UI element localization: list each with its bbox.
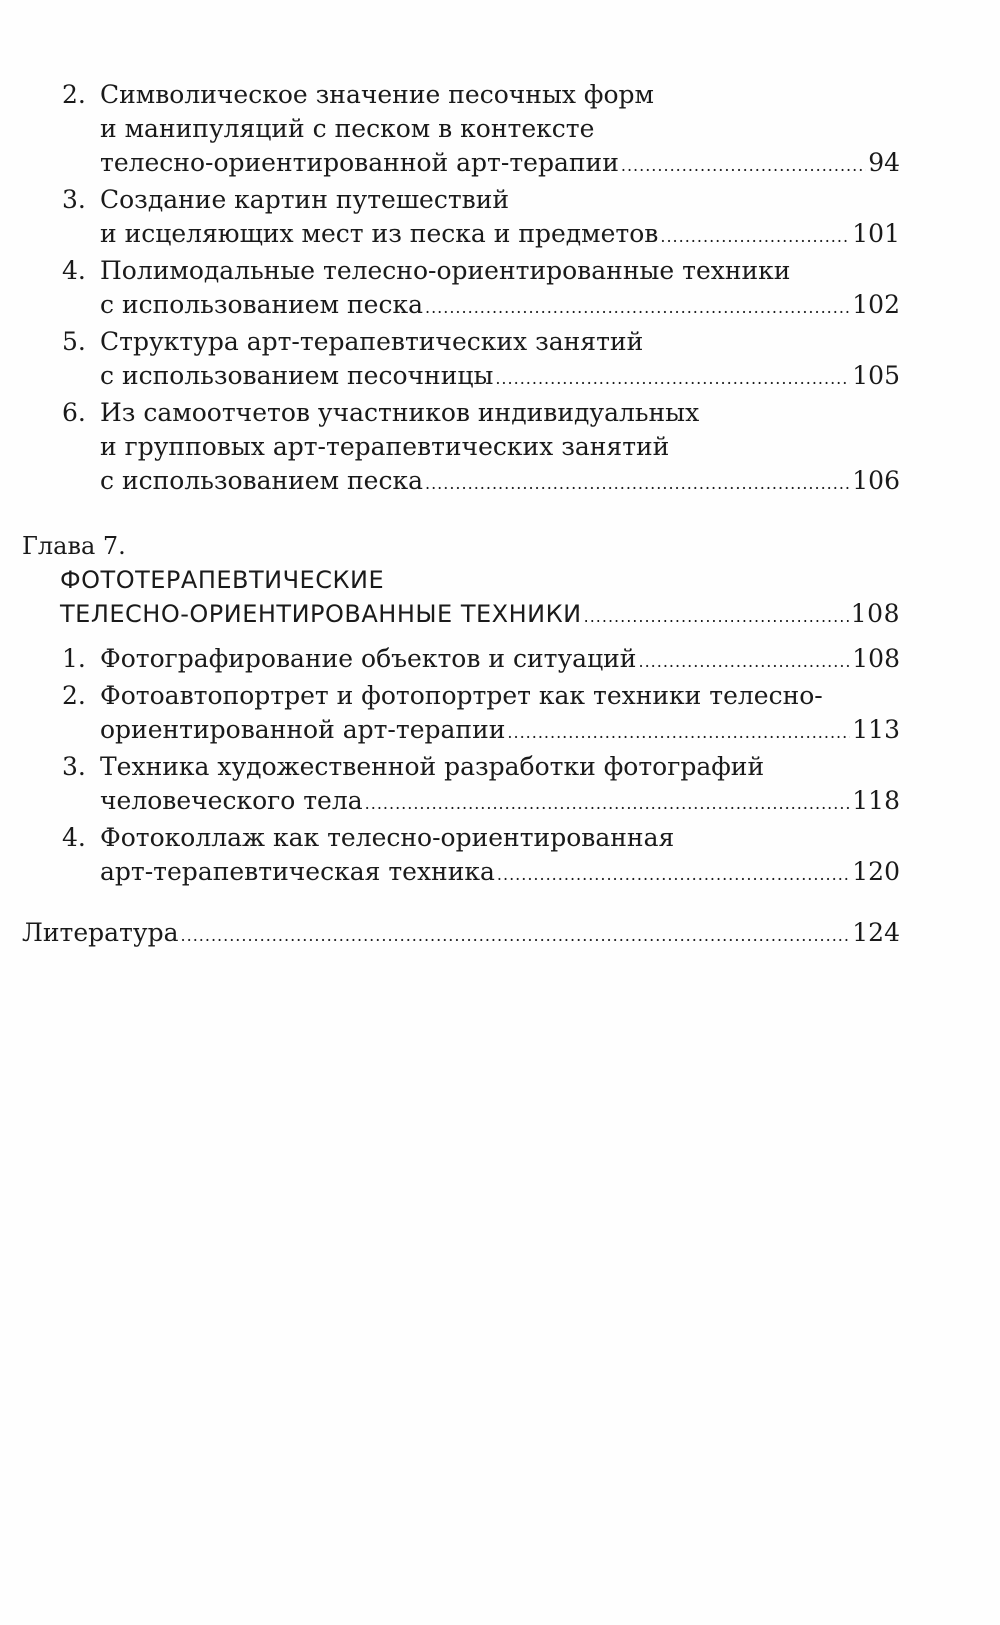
- leader-dots: [495, 362, 850, 396]
- chapter7-list: [22, 642, 900, 892]
- toc-page-number: 113: [852, 715, 900, 744]
- leader-dots: [497, 858, 850, 892]
- toc-entry-line: Создание картин путешествий: [100, 185, 510, 214]
- toc-entry-last-line[interactable]: [100, 217, 900, 254]
- leader-dots: [584, 600, 849, 634]
- toc-entry-7-3: [22, 750, 900, 821]
- toc-page-number: 120: [852, 857, 900, 886]
- toc-entry-7-2: [22, 679, 900, 750]
- toc-entry-line: ориентированной арт-терапии: [100, 715, 506, 744]
- toc-page-number: 118: [852, 786, 900, 815]
- toc-entry-line: арт-терапевтическая техника: [100, 857, 495, 886]
- toc-entry-number: 6.: [62, 398, 86, 427]
- toc-page-number: 124: [852, 918, 900, 947]
- leader-dots: [365, 787, 851, 821]
- toc-page-number: 101: [852, 219, 900, 248]
- toc-entry-number: 4.: [62, 256, 86, 285]
- leader-dots: [507, 716, 850, 750]
- toc-page-number: 108: [852, 644, 900, 673]
- toc-entry-7-1: [22, 642, 900, 679]
- toc-entry-line: Полимодальные телесно-ориентированные техники: [100, 256, 791, 285]
- toc-entry-2: [22, 78, 900, 183]
- leader-dots: [638, 645, 850, 679]
- toc-entry-4: [22, 254, 900, 325]
- toc-entry-line: человеческого тела: [100, 786, 363, 815]
- toc-entry-line: с использованием песка: [100, 290, 423, 319]
- leader-dots: [660, 220, 850, 254]
- toc-page-number: 102: [852, 290, 900, 319]
- toc-entry-7-4: [22, 821, 900, 892]
- leader-dots: [181, 919, 851, 953]
- literature-entry: [22, 916, 900, 953]
- leader-dots: [621, 149, 866, 183]
- toc-entry-last-line[interactable]: [100, 642, 900, 679]
- toc-entry-number: 1.: [62, 644, 86, 673]
- literature-line[interactable]: [22, 916, 900, 953]
- toc-entry-number: 3.: [62, 185, 86, 214]
- chapter-title: [22, 563, 900, 634]
- chapter-title-line: ТЕЛЕСНО-ОРИЕНТИРОВАННЫЕ ТЕХНИКИ: [60, 600, 582, 628]
- toc-entry-5: [22, 325, 900, 396]
- toc-entry-line: Фотографирование объектов и ситуаций: [100, 644, 637, 673]
- toc-entry-line: Из самоотчетов участников индивидуальных: [100, 398, 700, 427]
- chapter-title-last-line[interactable]: [60, 597, 900, 634]
- chapter-label: Глава 7.: [22, 532, 126, 560]
- chapter-title-line: ФОТОТЕРАПЕВТИЧЕСКИЕ: [60, 566, 385, 594]
- toc-entry-number: 3.: [62, 752, 86, 781]
- toc-entry-last-line[interactable]: [100, 288, 900, 325]
- toc-entry-line: и манипуляций с песком в контексте: [100, 114, 595, 143]
- toc-entry-line: Техника художественной разработки фотографий: [100, 752, 765, 781]
- toc-entry-line: Фотоколлаж как телесно-ориентированная: [100, 823, 675, 852]
- toc-entry-line: и групповых арт-терапевтических занятий: [100, 432, 670, 461]
- toc-entry-line: Символическое значение песочных форм: [100, 80, 654, 109]
- toc-entry-6: [22, 396, 900, 501]
- toc-entry-line: Структура арт-терапевтических занятий: [100, 327, 644, 356]
- toc-entry-number: 2.: [62, 681, 86, 710]
- table-of-contents: [22, 78, 900, 953]
- toc-entry-last-line[interactable]: [100, 464, 900, 501]
- toc-entry-last-line[interactable]: [100, 855, 900, 892]
- toc-entry-number: 4.: [62, 823, 86, 852]
- toc-page-number: 108: [850, 599, 900, 628]
- toc-entry-line: и исцеляющих мест из песка и предметов: [100, 219, 659, 248]
- toc-entry-last-line[interactable]: [100, 146, 900, 183]
- leader-dots: [425, 467, 850, 501]
- toc-entry-line: с использованием песка: [100, 466, 423, 495]
- toc-page-number: 105: [852, 361, 900, 390]
- toc-entry-number: 5.: [62, 327, 86, 356]
- toc-entry-3: [22, 183, 900, 254]
- toc-page-number: 106: [852, 466, 900, 495]
- toc-entry-line: Фотоавтопортрет и фотопортрет как техники телесно-: [100, 681, 823, 710]
- toc-entry-line: телесно-ориентированной арт-терапии: [100, 148, 619, 177]
- leader-dots: [425, 291, 850, 325]
- toc-entry-line: с использованием песочницы: [100, 361, 494, 390]
- toc-entry-last-line[interactable]: [100, 359, 900, 396]
- literature-label: Литература: [22, 918, 179, 947]
- toc-entry-last-line[interactable]: [100, 713, 900, 750]
- toc-entry-last-line[interactable]: [100, 784, 900, 821]
- toc-page-number: 94: [868, 148, 900, 177]
- toc-entry-number: 2.: [62, 80, 86, 109]
